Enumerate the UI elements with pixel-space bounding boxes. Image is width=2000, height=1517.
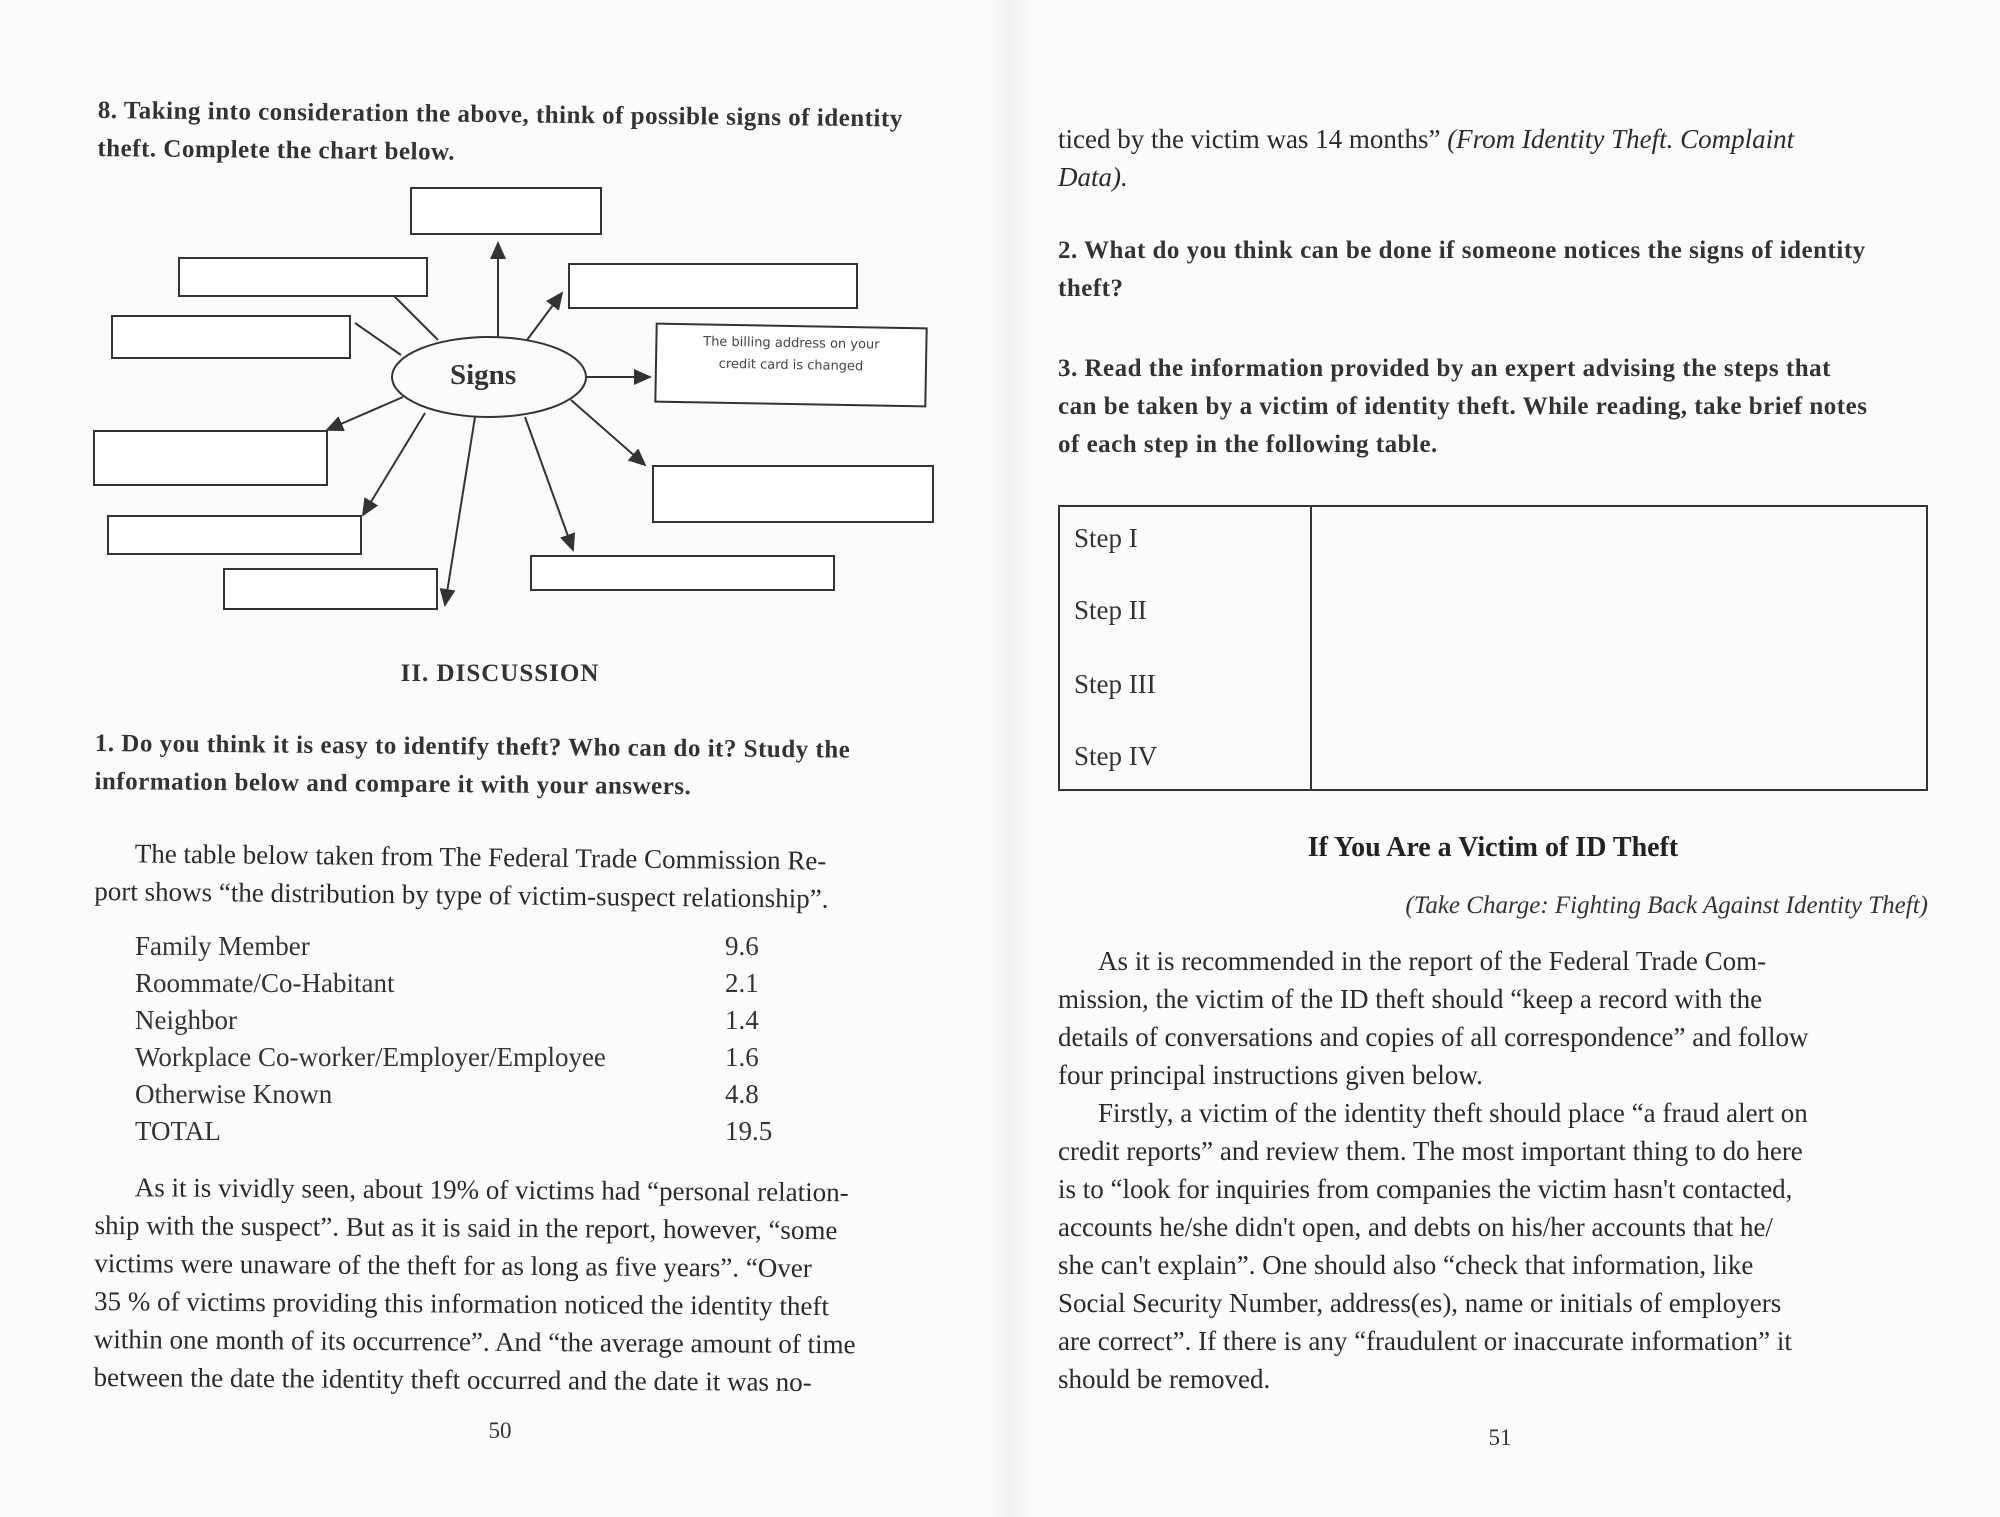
stat-row	[135, 1002, 795, 1039]
sign-box-upper-right	[568, 263, 858, 309]
arrow-bottom	[445, 417, 475, 605]
q2-line1: 2. What do you think can be done if someone notices the signs of identity	[1058, 237, 1866, 264]
stat-label: Family Member	[135, 931, 310, 961]
sign-box-lower-left	[93, 430, 328, 486]
intro-line2: port shows “the distribution by type of victim-suspect relationship”.	[94, 875, 829, 914]
stat-label: Otherwise Known	[135, 1079, 333, 1109]
task8-line2: theft. Complete the chart below.	[97, 134, 456, 166]
paragraph-line: within one month of its occurrence”. And “the average amount of time	[93, 1323, 856, 1360]
paragraph-line: mission, the victim of the ID theft should “keep a record with the	[1058, 984, 1763, 1014]
discussion-question-2	[1058, 232, 1928, 308]
filled-box-line1: The billing address on your	[703, 334, 880, 353]
stat-row	[135, 965, 795, 1002]
stat-row	[135, 1076, 795, 1113]
paragraph-line: As it is recommended in the report of the Federal Trade Com-	[1098, 946, 1767, 976]
continuation-line1	[1058, 120, 1928, 158]
discussion-question-1	[94, 725, 935, 808]
filled-box-line2: credit card is changed	[718, 356, 864, 375]
stat-row	[135, 1113, 795, 1150]
stat-label: Neighbor	[135, 1005, 237, 1035]
paragraph-line: accounts he/she didn't open, and debts on his/her accounts that he/	[1058, 1212, 1773, 1242]
paragraph-line: details of conversations and copies of all correspondence” and follow	[1058, 1022, 1809, 1052]
sign-box-upper-left	[178, 257, 428, 297]
stat-value: 4.8	[725, 1079, 759, 1109]
continuation-plain: ticed by the victim was 14 months”	[1058, 124, 1448, 154]
task8-instruction	[97, 92, 978, 177]
arrow-bottom-left	[363, 413, 425, 515]
stat-value: 9.6	[725, 931, 759, 961]
stat-value: 1.6	[725, 1042, 759, 1072]
stat-value: 1.4	[725, 1005, 759, 1035]
stat-row	[135, 1039, 795, 1076]
continuation-line2: Data).	[1058, 162, 1128, 192]
arrow-bottom-right	[525, 417, 573, 550]
table-divider	[1310, 507, 1312, 789]
stat-row	[135, 928, 795, 965]
sign-box-left	[111, 315, 351, 359]
right-page	[1000, 0, 2000, 1517]
arrow-lower-left	[327, 397, 403, 430]
stat-label: Workplace Co-worker/Employer/Employee	[135, 1042, 606, 1072]
arrow-upper-right	[527, 293, 562, 340]
paragraph-line: between the date the identity theft occurred and the date it was no-	[93, 1361, 812, 1398]
sign-box-top	[410, 187, 602, 235]
intro-line1: The table below taken from The Federal Trade Commission Re-	[134, 838, 827, 876]
paragraph-line: is to “look for inquiries from companies the victim hasn't contacted,	[1058, 1174, 1793, 1204]
arrow-lower-right	[571, 400, 645, 465]
q1-line1: 1. Do you think it is easy to identify theft? Who can do it? Study the	[94, 729, 851, 764]
step-label: Step I	[1074, 523, 1138, 553]
article-title: If You Are a Victim of ID Theft	[1307, 832, 1679, 863]
paragraph-line: Social Security Number, address(es), name or initials of employers	[1058, 1288, 1782, 1318]
paragraph-line: ship with the suspect”. But as it is said in the report, however, “some	[94, 1209, 838, 1246]
q1-line2: information below and compare it with your answers.	[94, 767, 692, 801]
q2-line2: theft?	[1058, 275, 1124, 302]
paragraph-line: As it is vividly seen, about 19% of victims had “personal relation-	[134, 1172, 849, 1208]
signs-label: Signs	[450, 359, 517, 391]
sign-box-lower-right	[652, 465, 934, 523]
continuation-text	[1058, 120, 1928, 196]
discussion-question-3	[1058, 350, 1928, 464]
article-source: (Take Charge: Fighting Back Against Identity Theft)	[1405, 892, 1928, 919]
page-number-left: 50	[488, 1418, 512, 1443]
paragraph-line: credit reports” and review them. The most important thing to do here	[1058, 1136, 1803, 1166]
signs-diagram	[85, 175, 955, 615]
sign-box-bottom	[223, 568, 438, 610]
paragraph-line: victims were unaware of the theft for as long as five years”. “Over	[94, 1247, 812, 1284]
step-label: Step II	[1074, 595, 1147, 625]
paragraph-line: are correct”. If there is any “fraudulent or inaccurate information” it	[1058, 1326, 1792, 1356]
stat-value: 2.1	[725, 968, 759, 998]
article-paragraph-2	[1058, 1094, 1928, 1398]
stat-label: TOTAL	[135, 1116, 221, 1146]
step-label: Step IV	[1074, 741, 1158, 771]
q3-line3: of each step in the following table.	[1058, 431, 1438, 458]
q3-line2: can be taken by a victim of identity theft. While reading, take brief notes	[1058, 393, 1868, 420]
paragraph-line: should be removed.	[1058, 1364, 1271, 1394]
paragraph-line: four principal instructions given below.	[1058, 1060, 1483, 1090]
sign-box-filled	[654, 323, 927, 408]
q3-line1: 3. Read the information provided by an expert advising the steps that	[1058, 355, 1831, 382]
continuation-citation: (From Identity Theft. Complaint	[1447, 124, 1795, 154]
intro-paragraph	[94, 834, 935, 919]
section-title: II. DISCUSSION	[400, 660, 600, 687]
article-paragraph-1	[1058, 942, 1928, 1094]
steps-table	[1058, 505, 1928, 791]
paragraph-line: she can't explain”. One should also “check that information, like	[1058, 1250, 1754, 1280]
arrow-left	[355, 323, 401, 355]
step-label: Step III	[1074, 669, 1156, 699]
stat-value: 19.5	[725, 1116, 773, 1146]
task8-line1: 8. Taking into consideration the above, think of possible signs of identity	[97, 96, 903, 133]
analysis-paragraph	[93, 1168, 935, 1402]
sign-box-bottom-right	[530, 555, 835, 591]
stat-label: Roommate/Co-Habitant	[135, 968, 395, 998]
sign-box-bottom-left	[107, 515, 362, 555]
paragraph-line: 35 % of victims providing this information noticed the identity theft	[93, 1285, 830, 1322]
page-number-right: 51	[1488, 1425, 1512, 1450]
paragraph-line: Firstly, a victim of the identity theft should place “a fraud alert on	[1098, 1098, 1808, 1128]
